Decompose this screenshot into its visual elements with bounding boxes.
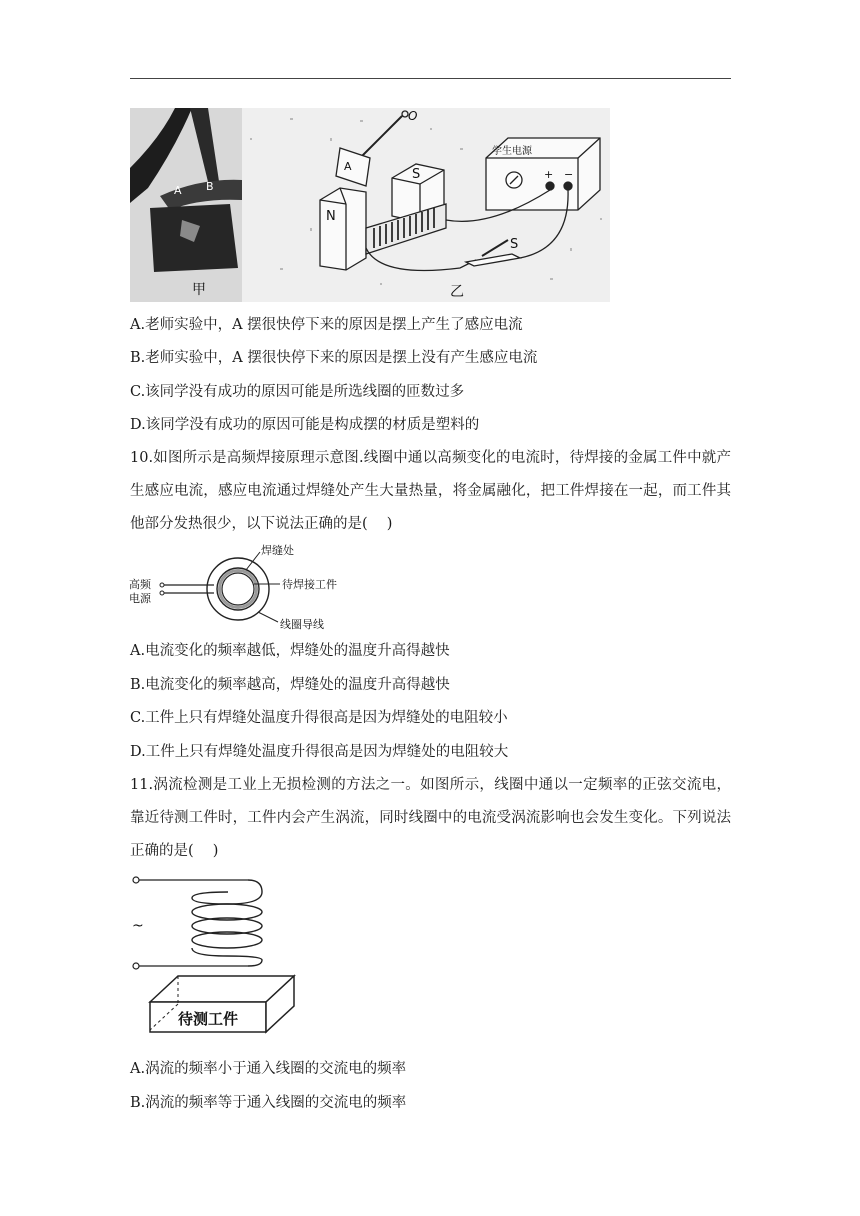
ac-symbol: ~ [132,918,144,934]
q10-figure [128,542,358,634]
q11-stem: 11.涡流检测是工业上无损检测的方法之一。如图所示，线圈中通以一定频率的正弦交流电，靠近待测工件时，工件内会产生涡流，同时线圈中的电流受涡流影响也会发生变化。下列说法正确的是( ) [130,777,731,859]
q9-figure [130,108,610,302]
pendulum-label-a: A [174,184,182,197]
q11-option-b: B.涡流的频率等于通入线圈的交流电的频率 [130,1095,407,1111]
box-a-label: A [344,160,352,173]
magnet-s-label: S [412,167,421,182]
pendulum-label-b: B [206,180,214,193]
caption-yi: 乙 [450,284,464,300]
q9-option-c: C.该同学没有成功的原因可能是所选线圈的匝数过多 [130,384,465,400]
q11-option-a: A.涡流的频率小于通入线圈的交流电的频率 [130,1061,407,1077]
q10-option-c: C.工件上只有焊缝处温度升得很高是因为焊缝处的电阻较小 [130,710,508,726]
q10-option-b: B.电流变化的频率越高，焊缝处的温度升高得越快 [130,677,450,693]
source-label-1: 高频 [129,578,151,591]
q10-stem: 10.如图所示是高频焊接原理示意图.线圈中通以高频变化的电流时，待焊接的金属工件中就产生感应电流，感应电流通过焊缝处产生大量热量，将金属融化，把工件焊接在一起，而工件其他部分发热很少，以下说法正确的是( ) [130,450,731,532]
q10-option-a: A.电流变化的频率越低，焊缝处的温度升高得越快 [130,643,450,659]
switch-label: S [510,237,519,252]
pendulum-photo [130,108,242,302]
test-workpiece-label: 待测工件 [178,1010,239,1028]
pivot-o-label: O [408,109,418,123]
weld-label: 焊缝处 [261,544,294,557]
minus-terminal: − [564,168,574,181]
q10-option-d: D.工件上只有焊缝处温度升得很高是因为焊缝处的电阻较大 [130,744,509,760]
plus-terminal: + [544,168,554,181]
source-label-2: 电源 [129,592,151,605]
q9-option-d: D.该同学没有成功的原因可能是构成摆的材质是塑料的 [130,417,480,433]
magnet-n-label: N [326,209,336,224]
coil-label: 线圈导线 [280,618,324,631]
q11-figure [128,872,298,1038]
power-supply-label: 学生电源 [492,146,532,157]
q9-option-a: A.老师实验中，A 摆很快停下来的原因是摆上产生了感应电流 [130,317,523,333]
caption-jia: 甲 [192,282,206,298]
header-rule [130,78,731,79]
workpiece-label: 待焊接工件 [282,578,337,591]
q9-option-b: B.老师实验中，A 摆很快停下来的原因是摆上没有产生感应电流 [130,350,538,366]
